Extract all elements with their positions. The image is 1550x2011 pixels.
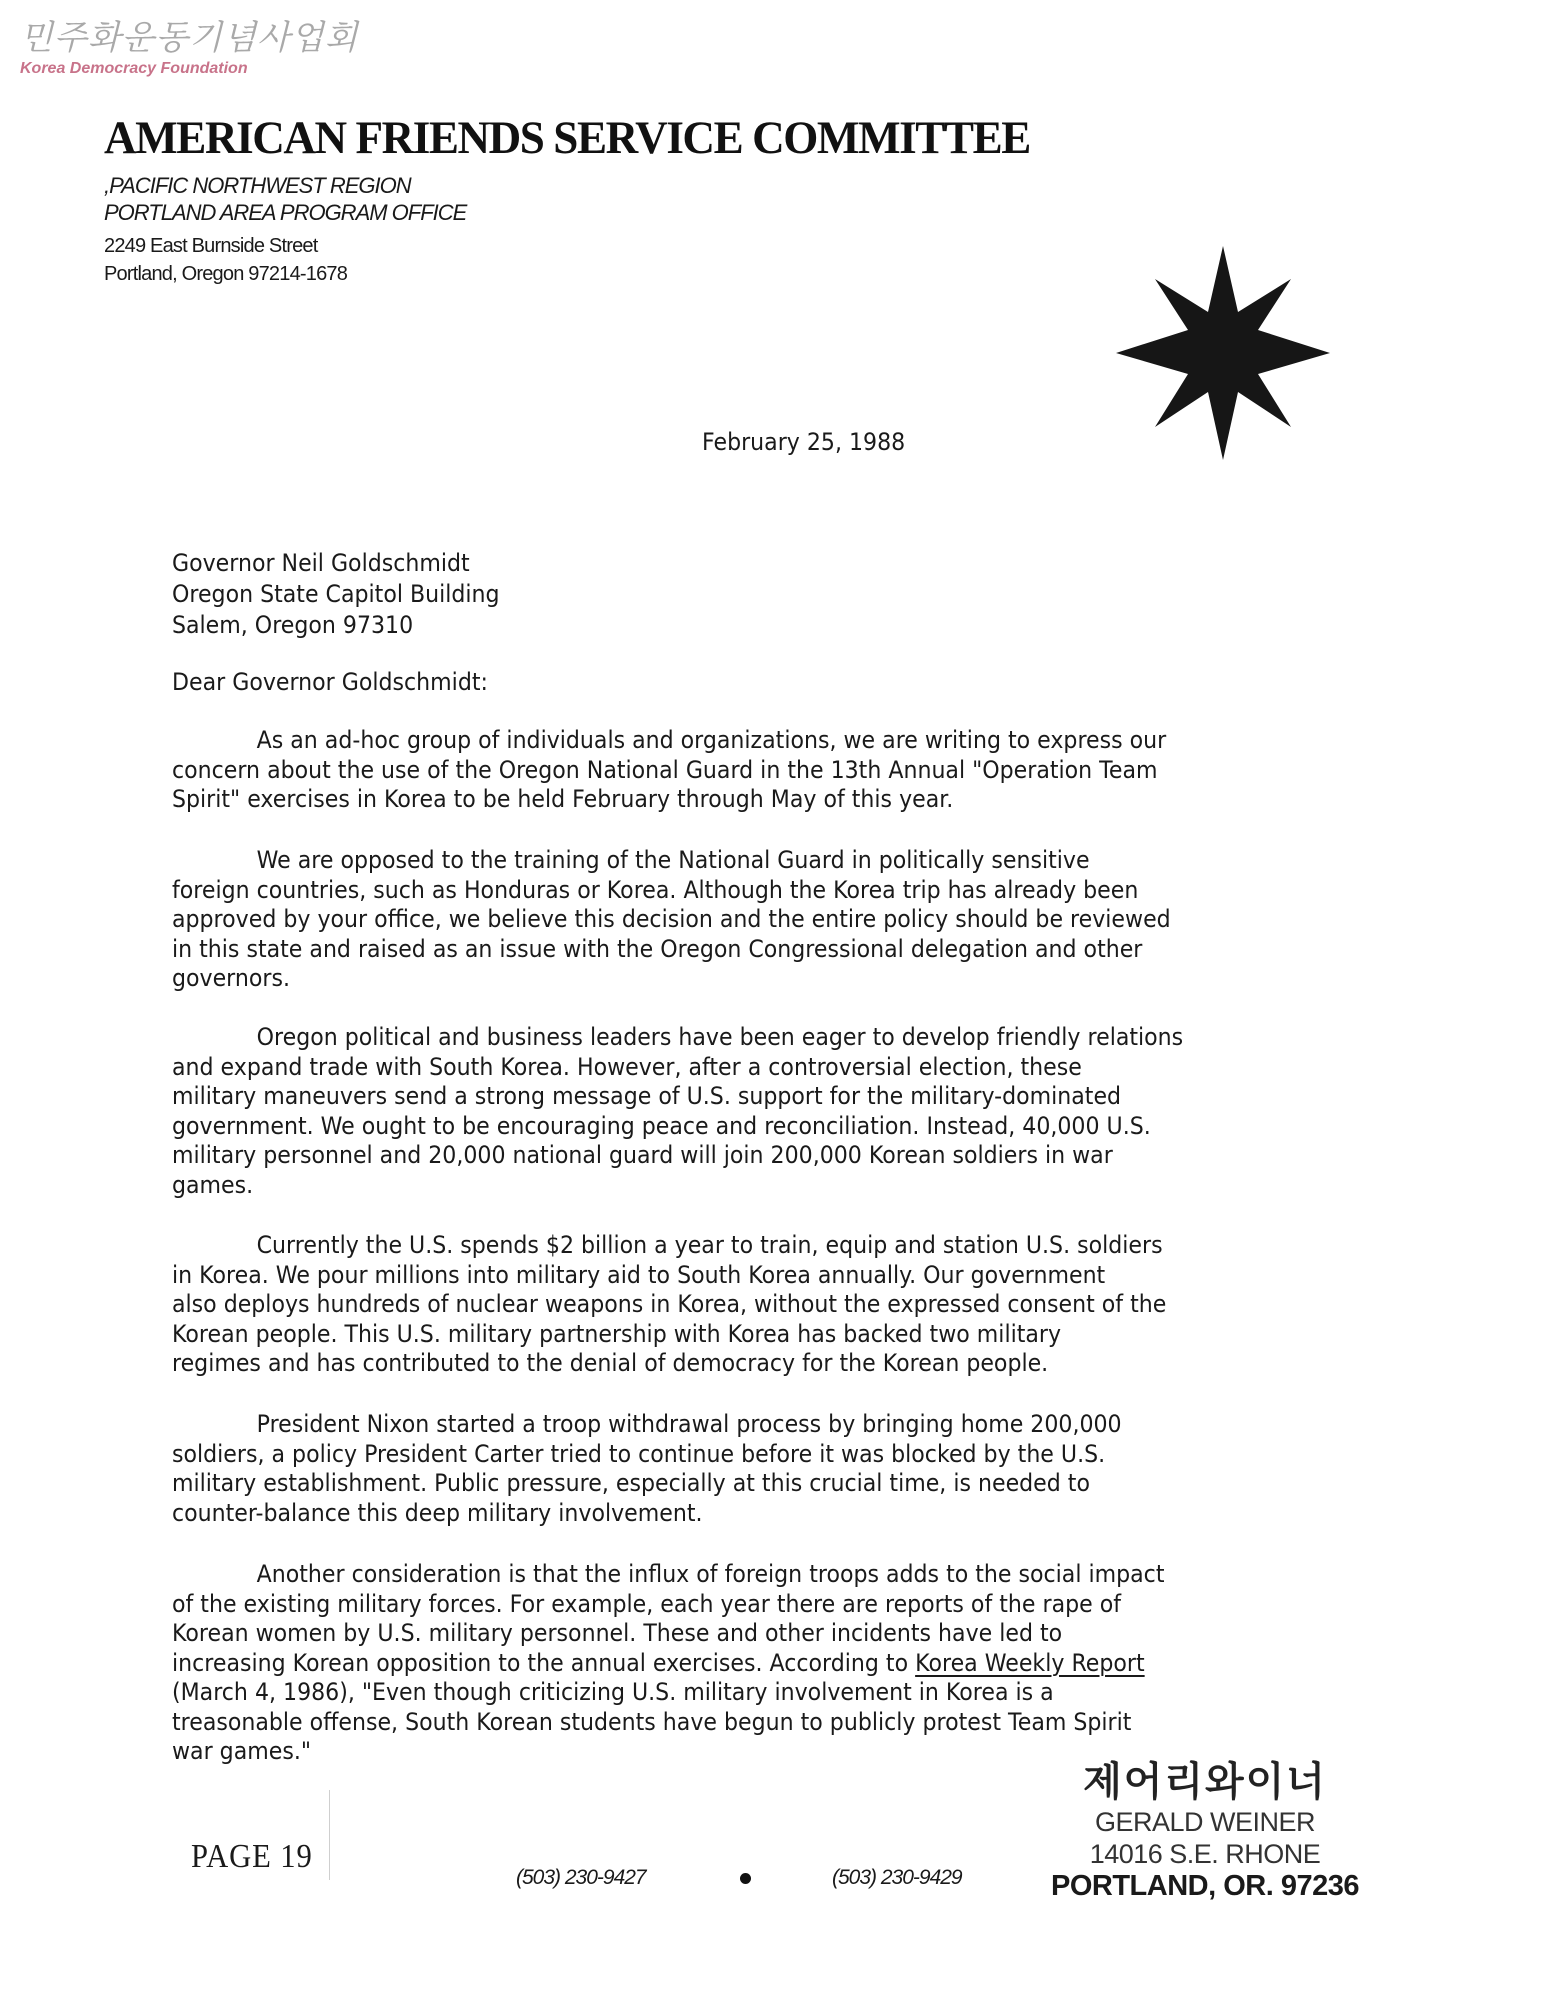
watermark: [20, 18, 358, 78]
organization-name: AMERICAN FRIENDS SERVICE COMMITTEE: [104, 112, 1030, 164]
paragraph-line: Currently the U.S. spends $2 billion a year to train, equip and station U.S. soldiers: [256, 1231, 1163, 1259]
scan-artifact-line: [329, 1790, 330, 1880]
cited-publication-title: Korea Weekly Report: [915, 1648, 1145, 1677]
paragraph-line: foreign countries, such as Honduras or Korea. Although the Korea trip has already been: [172, 875, 1139, 904]
paragraph-4: [172, 1231, 1368, 1379]
paragraph-line: government. We ought to be encouraging peace and reconciliation. Instead, 40,000 U.S.: [172, 1111, 1151, 1140]
recipient-address: [172, 548, 500, 641]
street-address: 2249 East Burnside Street: [104, 235, 318, 257]
paragraph-line: and expand trade with South Korea. However, after a controversial election, these: [172, 1052, 1082, 1081]
recipient-name: Governor Neil Goldschmidt: [172, 549, 470, 577]
paragraph-line: As an ad-hoc group of individuals and organizations, we are writing to express our: [256, 726, 1167, 754]
letterhead: [104, 112, 1068, 288]
eight-point-star-icon: [1116, 246, 1330, 460]
paragraph-line: war games.": [172, 1737, 312, 1765]
recipient-city: Salem, Oregon 97310: [172, 611, 414, 639]
paragraph-line: approved by your office, we believe this decision and the entire policy should be reviewed: [172, 905, 1171, 933]
paragraph-line: of the existing military forces. For example, each year there are reports of the rape of: [172, 1589, 1122, 1618]
stamp-name: GERALD WEINER: [1094, 1807, 1316, 1837]
paragraph-line: military maneuvers send a strong message of U.S. support for the military-dominated: [172, 1082, 1122, 1110]
paragraph-line: increasing Korean opposition to the annual exercises. According to Korea Weekly Report: [172, 1648, 1145, 1677]
recipient-building: Oregon State Capitol Building: [172, 580, 500, 608]
paragraph-line: (March 4, 1986), "Even though criticizing U.S. military involvement in Korea is a: [172, 1678, 1054, 1706]
paragraph-line: governors.: [172, 964, 290, 992]
letter-date: February 25, 1988: [702, 428, 906, 456]
stamp-street: 14016 S.E. RHONE: [1089, 1839, 1321, 1869]
paragraph-1: [172, 726, 1368, 815]
paragraph-line: We are opposed to the training of the National Guard in politically sensitive: [256, 846, 1090, 874]
page-number: PAGE 19: [191, 1838, 313, 1875]
paragraph-line: Oregon political and business leaders have been eager to develop friendly relations: [256, 1023, 1184, 1051]
paragraph-line: Spirit" exercises in Korea to be held February through May of this year.: [172, 785, 954, 813]
paragraph-line: in this state and raised as an issue with the Oregon Congressional delegation and other: [172, 934, 1143, 963]
watermark-korean: 민주화운동기념사업회: [20, 18, 359, 58]
paragraph-5: [172, 1410, 1368, 1528]
salutation: Dear Governor Goldschmidt:: [172, 668, 488, 696]
paragraph-line: in Korea. We pour millions into military aid to South Korea annually. Our government: [172, 1260, 1106, 1289]
stamp-city: PORTLAND, OR. 97236: [1051, 1870, 1359, 1902]
stamp-korean-name: 제어리와이너: [1083, 1759, 1327, 1805]
paragraph-line: soldiers, a policy President Carter tried to continue before it was blocked by the U.S.: [172, 1439, 1106, 1468]
paragraph-3: [172, 1023, 1368, 1200]
paragraph-line: games.: [172, 1170, 254, 1199]
paragraph-6: [172, 1560, 1368, 1767]
paragraph-line: President Nixon started a troop withdrawal process by bringing home 200,000: [256, 1410, 1122, 1438]
region-name: ,PACIFIC NORTHWEST REGION: [104, 173, 411, 198]
phone-number-2: (503) 230-9429: [832, 1866, 962, 1889]
paragraph-line: treasonable offense, South Korean students have begun to publicly protest Team Spirit: [172, 1707, 1132, 1736]
paragraph-line: Korean people. This U.S. military partnership with Korea has backed two military: [172, 1319, 1062, 1348]
watermark-english: Korea Democracy Foundation: [20, 60, 248, 77]
paragraph-line: Korean women by U.S. military personnel. These and other incidents have led to: [172, 1619, 1063, 1647]
paragraph-line: regimes and has contributed to the denial of democracy for the Korean people.: [172, 1349, 1049, 1377]
paragraph-line: concern about the use of the Oregon National Guard in the 13th Annual "Operation Team: [172, 755, 1158, 784]
bullet-separator-icon: [740, 1873, 751, 1884]
office-name: PORTLAND AREA PROGRAM OFFICE: [104, 200, 467, 225]
paragraph-line: military establishment. Public pressure, especially at this crucial time, is needed to: [172, 1469, 1090, 1497]
city-address: Portland, Oregon 97214-1678: [104, 263, 348, 285]
paragraph-line: counter-balance this deep military involvement.: [172, 1498, 703, 1527]
paragraph-line: military personnel and 20,000 national guard will join 200,000 Korean soldiers in war: [172, 1141, 1113, 1169]
signature-stamp: [1030, 1758, 1380, 1902]
paragraph-line: Another consideration is that the influx of foreign troops adds to the social impact: [256, 1560, 1165, 1588]
paragraph-line: also deploys hundreds of nuclear weapons in Korea, without the expressed consent of the: [172, 1290, 1167, 1318]
paragraph-2: [172, 846, 1368, 994]
phone-number-1: (503) 230-9427: [516, 1866, 646, 1889]
